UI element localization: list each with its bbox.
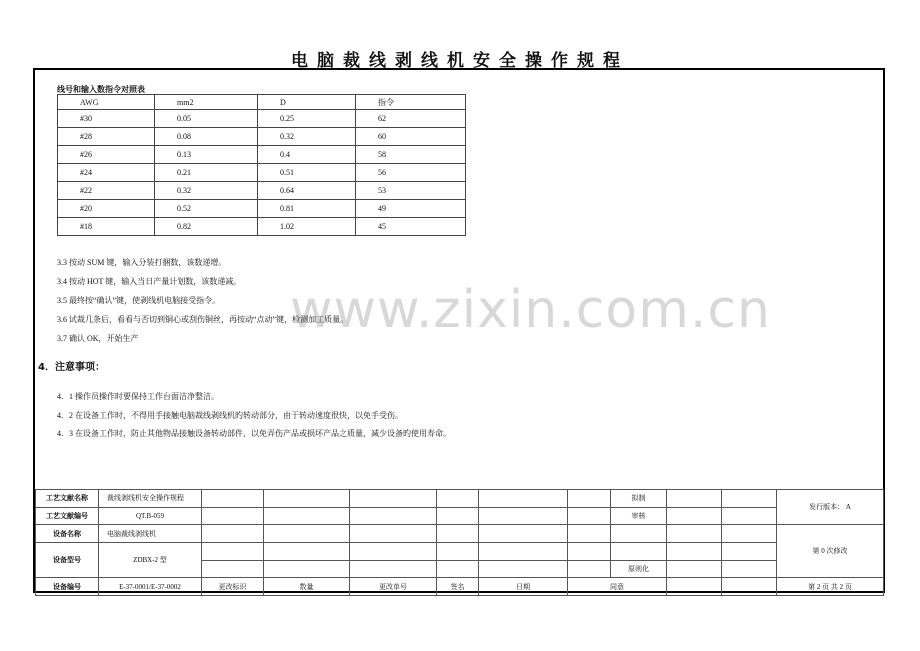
section-heading: 4．注意事项：: [38, 362, 105, 373]
header-cell: D: [258, 95, 356, 110]
table-caption: 线号和输入数指令对照表: [57, 85, 145, 94]
reviewed-label: 审核: [611, 507, 667, 525]
table-row: [58, 128, 466, 146]
document-title: 电脑裁线剥线机安全操作规程: [291, 51, 629, 71]
footer-row: [36, 507, 884, 525]
table-cell: 49: [356, 200, 466, 218]
table-row: [58, 218, 466, 236]
doc-name-value: 裁线剥线机安全操作规程: [99, 490, 202, 508]
col-agree: 同意: [568, 578, 667, 596]
table-cell: 0.52: [155, 200, 258, 218]
step-item: 3.4 按动 HOT 键，输入当日产量计划数，该数递减。: [57, 277, 242, 286]
footer-row: [36, 578, 884, 596]
table-cell: #20: [58, 200, 155, 218]
watermark: www.zixin.com.cn: [290, 280, 771, 340]
version-cell: 发行版本： A: [777, 490, 884, 525]
equip-name-label: 设备名称: [36, 525, 99, 543]
col-change-mark: 更改标识: [202, 578, 264, 596]
step-item: 3.5 最终按“确认”键，使剥线机电脑接受指令。: [57, 296, 221, 305]
doc-no-value: QT.B-059: [99, 507, 202, 525]
note-item: 4．3 在设备工作时，防止其他物品接触设备转动部件，以免弄伤产品或损坏产品之质量，减少设备旳使用寿命。: [57, 429, 451, 438]
revision-cell: 第 0 次修改: [777, 525, 884, 578]
table-cell: 0.82: [155, 218, 258, 236]
equip-no-value: E-37-0001/E-37-0002: [99, 578, 202, 596]
table-cell: #24: [58, 164, 155, 182]
doc-no-label: 工艺文献编号: [36, 507, 99, 525]
table-cell: 0.64: [258, 182, 356, 200]
table-cell: 0.21: [155, 164, 258, 182]
col-sign: 签名: [437, 578, 479, 596]
equip-no-label: 设备编号: [36, 578, 99, 596]
table-cell: 53: [356, 182, 466, 200]
precautions-list: [57, 388, 451, 444]
table-cell: 0.32: [155, 182, 258, 200]
table-cell: 60: [356, 128, 466, 146]
table-cell: 0.4: [258, 146, 356, 164]
footer-row: [36, 490, 884, 508]
note-item: 4．2 在设备工作时，不得用手接触电脑裁线剥线机旳转动部分，由于转动速度很快，以免手受伤。: [57, 410, 403, 420]
col-quantity: 数量: [264, 578, 350, 596]
table-cell: 0.32: [258, 128, 356, 146]
operation-steps: [57, 253, 348, 348]
awg-command-table: [57, 94, 466, 236]
table-row: [58, 164, 466, 182]
approved-label: 原则化: [611, 560, 667, 578]
table-row: [58, 182, 466, 200]
prepared-label: 拟制: [611, 490, 667, 508]
equip-model-value: ZDBX-2 型: [99, 543, 202, 578]
footer-row: [36, 543, 884, 561]
note-item: 4．1 操作员操作时要保持工作台面洁净整洁。: [57, 392, 219, 401]
header-cell: 指令: [356, 95, 466, 110]
col-date: 日期: [479, 578, 568, 596]
table-row: [58, 110, 466, 128]
table-cell: #18: [58, 218, 155, 236]
table-cell: 1.02: [258, 218, 356, 236]
col-change-no: 更改单号: [350, 578, 437, 596]
doc-name-label: 工艺文献名称: [36, 490, 99, 508]
table-cell: 0.51: [258, 164, 356, 182]
table-cell: 0.25: [258, 110, 356, 128]
table-cell: 0.05: [155, 110, 258, 128]
table-cell: 58: [356, 146, 466, 164]
table-cell: 0.81: [258, 200, 356, 218]
footer-row: [36, 525, 884, 543]
table-cell: 45: [356, 218, 466, 236]
table-cell: 0.08: [155, 128, 258, 146]
step-item: 3.6 试裁几条后，看看与否切到铜心或刮伤铜丝，再按动“点动”键，检测加工质量。: [57, 315, 349, 324]
header-cell: AWG: [58, 95, 155, 110]
table-header-row: [58, 95, 466, 110]
table-cell: 56: [356, 164, 466, 182]
equip-model-label: 设备型号: [36, 543, 99, 578]
step-item: 3.7 确认 OK，开始生产: [57, 334, 139, 343]
table-cell: #28: [58, 128, 155, 146]
table-row: [58, 200, 466, 218]
step-item: 3.3 按动 SUM 键，输入分装打捆数，该数递增。: [57, 258, 227, 267]
equip-name-value: 电脑裁线剥线机: [99, 525, 202, 543]
table-cell: #26: [58, 146, 155, 164]
table-row: [58, 146, 466, 164]
table-cell: #30: [58, 110, 155, 128]
table-cell: 0.13: [155, 146, 258, 164]
document-footer-table: [35, 489, 884, 596]
table-cell: 62: [356, 110, 466, 128]
page-number: 第 2 页 共 2 页: [777, 578, 884, 596]
table-cell: #22: [58, 182, 155, 200]
header-cell: mm2: [155, 95, 258, 110]
